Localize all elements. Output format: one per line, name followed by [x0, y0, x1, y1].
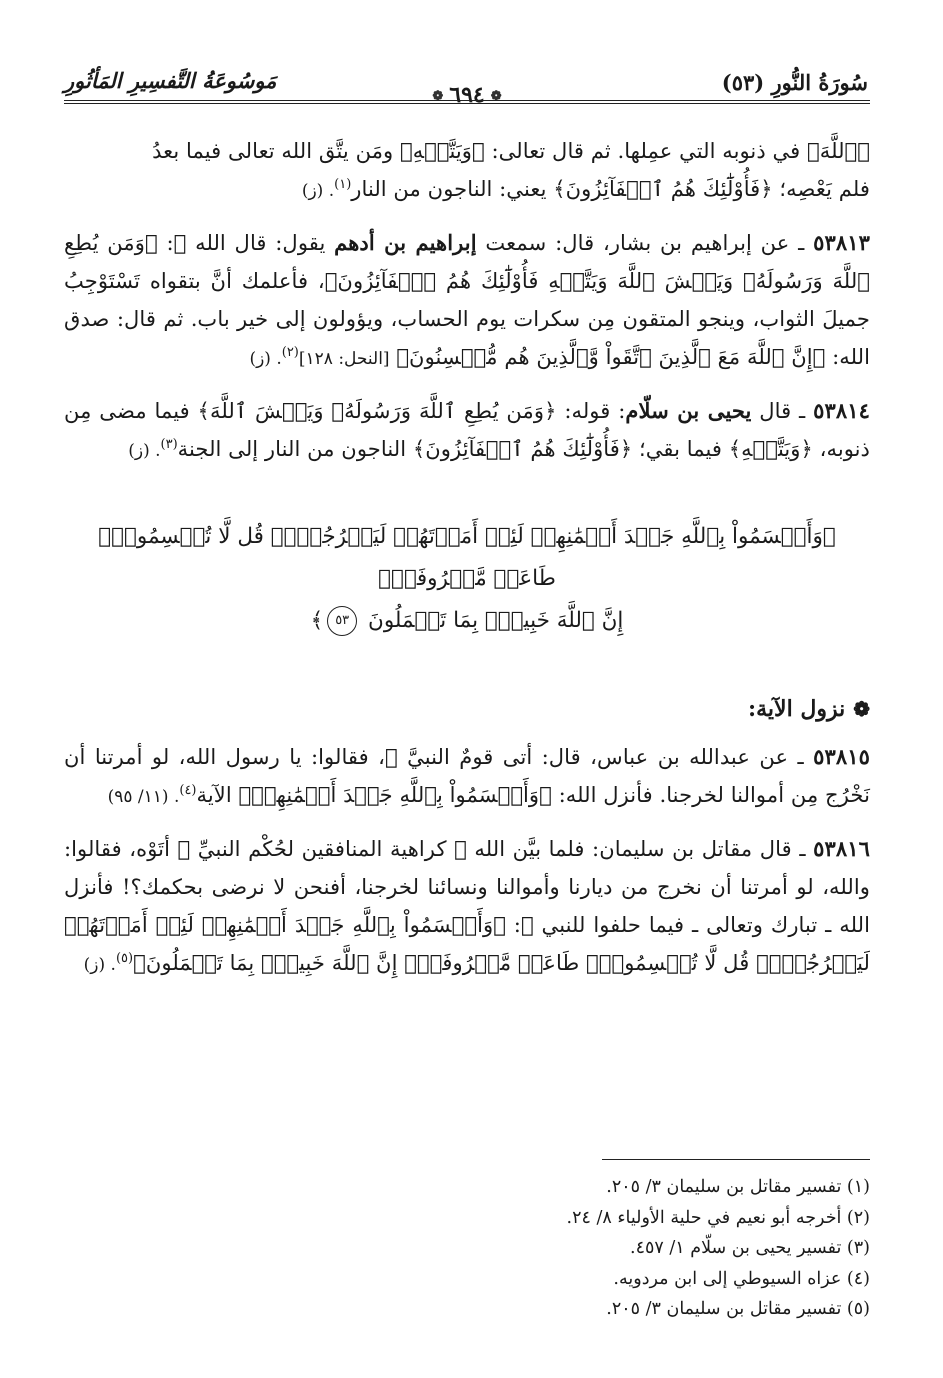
book-header-title: مَوسُوعَةُ التَّفسِيرِ المَأثُورِ — [64, 68, 277, 93]
narration-text: ـ قال — [751, 398, 814, 423]
footnote: (٢) أخرجه أبو نعيم في حلية الأولياء ٨/ ٢٤. — [566, 1207, 870, 1228]
main-text — [64, 132, 870, 984]
page-header — [64, 58, 870, 110]
section-heading — [64, 690, 870, 728]
narration-number: ٥٣٨١٣ — [813, 230, 870, 255]
narration-text: يقول: قال الله ﷻ: ﴿وَمَن يُطِعِ ٱللَّهَ وَرَسُولَهُۥ وَيَخۡشَ ٱللَّهَ وَيَتَّقۡهِ فَأُوْلَٰٓئِكَ هُمُ ٱلۡفَآئِزُونَ﴾، فأعلمك أنَّ بتقواه تَسْتَوْجِبُ جميلَ الثواب، وينجو المتقون مِن سكرات يوم الحساب، ويؤولون إلى خير باب. ثم قال: صدق الله: ﴿إِنَّ ٱللَّهَ مَعَ ٱلَّذِينَ ٱتَّقَواْ وَّٱلَّذِينَ هُم مُّحۡسِنُونَ﴾ — [64, 230, 870, 369]
source-symbol: . (ز) — [83, 955, 116, 975]
paragraph-continuation — [64, 132, 870, 210]
narrator-name: إبراهيم بن أدهم — [334, 230, 477, 255]
footnote-ref: (٢) — [281, 344, 299, 360]
text-line: فلم يَعْصِه؛ ﴿فَأُوْلَٰٓئِكَ هُمُ ٱلۡفَآئِزُونَ﴾ يعني: الناجون من النار — [351, 176, 870, 201]
page-number-value: ٦٩٤ — [449, 82, 485, 108]
narration-text: ـ عن إبراهيم بن بشار، قال: سمعت — [476, 230, 814, 255]
footnotes — [64, 1155, 870, 1325]
source-symbol: . (ز) — [128, 441, 161, 461]
narration-53815 — [64, 738, 870, 816]
narration-53814 — [64, 392, 870, 470]
section-heading-text: نزول الآية: — [748, 696, 846, 722]
narration-text: ـ عن عبدالله بن عباس، قال: أتى قومٌ النبيَّ ﷺ، فقالوا: يا رسول الله، لو أمرتنا أن نَخْرُج مِن أموالنا لخرجنا. فأنزل الله: ﴿وَأَقۡسَمُواْ بِٱللَّهِ جَهۡدَ أَيۡمَٰنِهِمۡ﴾ الآية — [64, 744, 870, 807]
header-rule — [64, 100, 870, 101]
footnote: (١) تفسير مقاتل بن سليمان ٣/ ٢٠٥. — [606, 1177, 870, 1197]
narration-53813 — [64, 224, 870, 378]
verse-line: إِنَّ ٱللَّهَ خَبِيرُۢ بِمَا تَعۡمَلُونَ — [368, 608, 624, 633]
footnote: (٣) تفسير يحيى بن سلّام ١/ ٤٥٧. — [630, 1238, 870, 1258]
ornament-icon: ❁ — [432, 88, 444, 104]
narration-number: ٥٣٨١٤ — [813, 398, 870, 423]
narration-text: ـ قال مقاتل بن سليمان: فلما بيَّن الله ﷻ كراهية المنافقين لحُكْم النبيِّ ﷺ أتَوْه، فقالوا: والله، لو أمرتنا أن نخرج من ديارنا وأموالنا ونسائنا لخرجنا، أفنحن لا نرضى بحكمك؟! فأنزل الله ـ تبارك وتعالى ـ فيما حلفوا للنبي ﷺ: ﴿وَأَقۡسَمُواْ بِٱللَّهِ جَهۡدَ أَيۡمَٰنِهِمۡ لَئِنۡ أَمَرۡتَهُمۡ لَيَخۡرُجُنَّۖ قُل لَّا تُقۡسِمُواْۖ طَاعَةٞ مَّعۡرُوفَةٌۚ إِنَّ ٱللَّهَ خَبِيرُۢ بِمَا تَعۡمَلُونَ﴾ — [64, 836, 870, 975]
narrator-name: يحيى بن سلّام — [625, 398, 752, 423]
narration-53816 — [64, 830, 870, 984]
footnote-ref: (٤) — [179, 782, 197, 798]
narration-number: ٥٣٨١٥ — [813, 744, 870, 769]
volume-page-reference: . (١١/ ٩٥) — [107, 787, 180, 807]
narration-number: ٥٣٨١٦ — [813, 836, 870, 861]
footnote: (٥) تفسير مقاتل بن سليمان ٣/ ٢٠٥. — [606, 1299, 870, 1319]
verse-close-bracket: ﴾ — [310, 608, 324, 633]
page — [64, 58, 870, 1319]
ornament-icon: ❁ — [490, 88, 502, 104]
narration-text: : قوله: ﴿وَمَن يُطِعِ ٱللَّهَ وَرَسُولَهُۥ وَيَخۡشَ ٱللَّهَ﴾ فيما مضى مِن ذنوبه، ﴿وَيَتَّقۡهِ﴾ فيما بقي؛ ﴿فَأُوْلَٰٓئِكَ هُمُ ٱلۡفَآئِزُونَ﴾ الناجون من النار إلى الجنة — [64, 398, 870, 461]
verse-line: ﴿وَأَقۡسَمُواْ بِٱللَّهِ جَهۡدَ أَيۡمَٰنِهِمۡ لَئِنۡ أَمَرۡتَهُمۡ لَيَخۡرُجُنَّۖ قُل لَّا تُقۡسِمُواْۖ طَاعَةٞ مَّعۡرُوفَةٌۚ — [98, 524, 836, 591]
quran-reference: [النحل: ١٢٨] — [298, 349, 390, 369]
footnote: (٤) عزاه السيوطي إلى ابن مردويه. — [613, 1268, 870, 1289]
source-symbol: . (ز) — [301, 181, 335, 201]
text-line: ﴿ٱللَّهَ﴾ في ذنوبه التي عمِلها. ثم قال تعالى: ﴿وَيَتَّقۡهِ﴾ ومَن يتَّق الله تعالى فيما بعدُ — [152, 138, 870, 163]
ayah-number-marker: ٥٣ — [327, 606, 357, 636]
surah-header-title: سُورَةُ النُّورِ (٥٣) — [721, 70, 868, 95]
flower-icon: ❁ — [853, 697, 870, 721]
quran-verse — [64, 516, 870, 642]
source-symbol: . (ز) — [249, 349, 282, 369]
footnote-ref: (٣) — [160, 436, 178, 452]
footnote-ref: (٥) — [115, 950, 134, 966]
footnote-separator — [602, 1159, 870, 1160]
footnote-ref: (١) — [334, 176, 352, 192]
header-rule-thin — [64, 103, 870, 104]
